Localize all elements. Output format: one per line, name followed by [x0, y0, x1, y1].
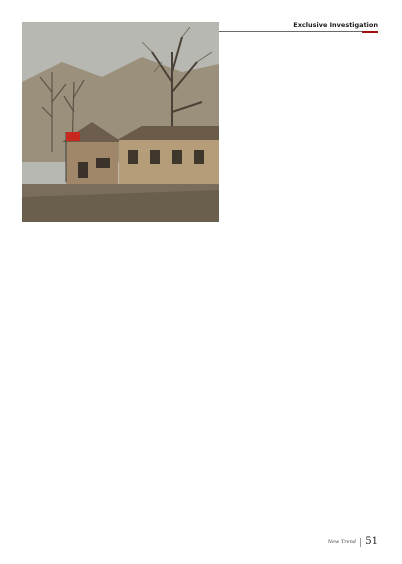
section-header [218, 12, 378, 34]
header-rule [218, 31, 378, 32]
page-number: 51 [365, 536, 378, 547]
article-column-right [230, 42, 378, 542]
magazine-name: New Trend [327, 539, 356, 545]
article-photo [22, 22, 219, 222]
article-column-left [22, 240, 219, 545]
footer-divider [360, 538, 361, 547]
header-accent-bar [362, 31, 378, 33]
page-footer [298, 536, 378, 548]
section-title-english: Exclusive Investigation [293, 21, 378, 29]
